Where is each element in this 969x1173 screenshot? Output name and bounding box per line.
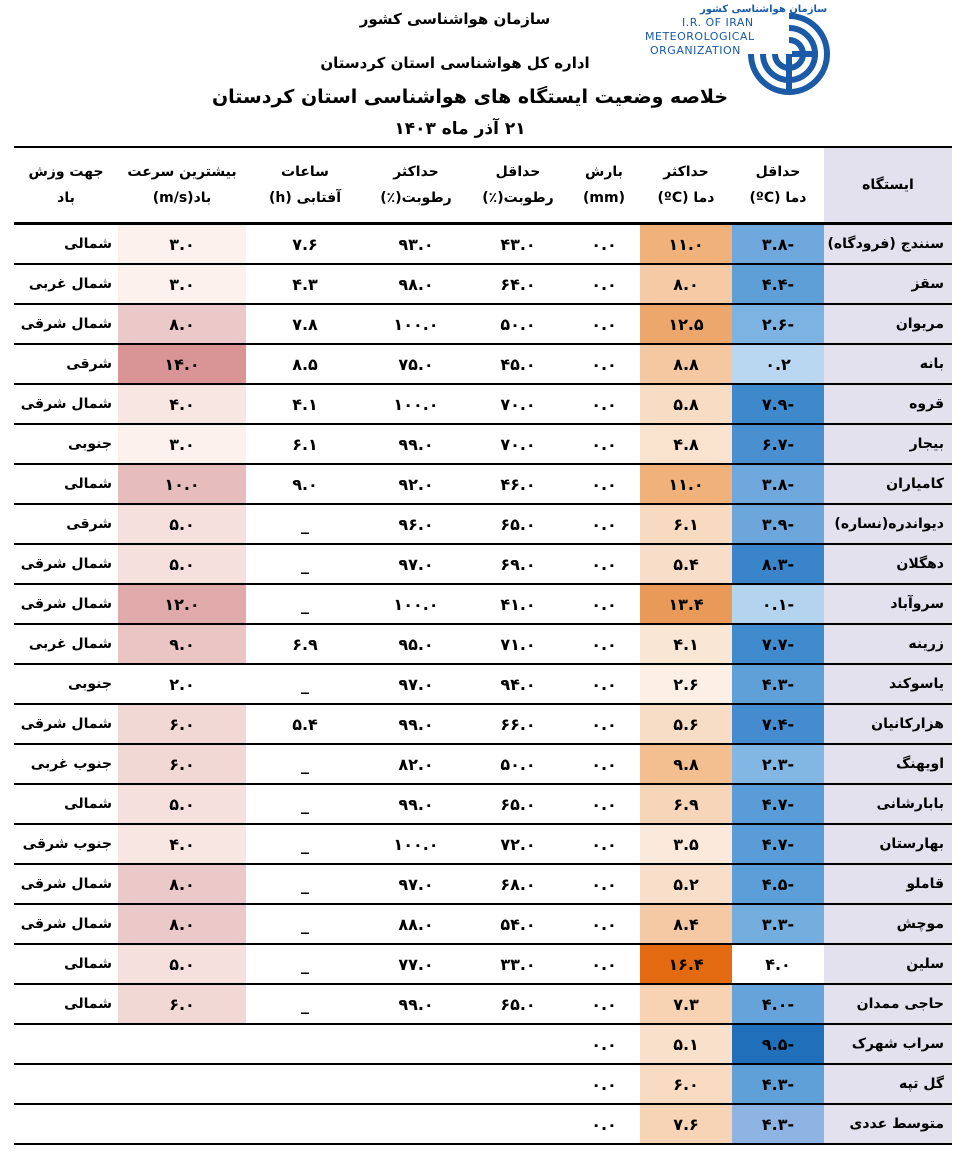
- sunshine-cell: _: [246, 744, 364, 784]
- station-cell: بابارشانی: [824, 784, 952, 824]
- table-row: [14, 1024, 952, 1064]
- sunshine-cell: ۸.۵: [246, 344, 364, 384]
- precip-cell: ۰.۰: [568, 264, 640, 304]
- tmax-cell: ۱۱.۰: [640, 464, 732, 504]
- precip-cell: ۰.۰: [568, 1024, 640, 1064]
- sunshine-cell: [246, 1024, 364, 1064]
- page-title: خلاصه وضعیت ایستگاه های هواشناسی استان کردستان: [211, 86, 729, 108]
- header-wind-speed: بیشترین سرعت باد(m/s): [118, 147, 246, 224]
- wind-direction-cell: [14, 1104, 118, 1144]
- sunshine-cell: _: [246, 584, 364, 624]
- sunshine-cell: _: [246, 784, 364, 824]
- meteorological-organization-logo: [642, 2, 852, 120]
- sunshine-cell: ۴.۳: [246, 264, 364, 304]
- station-cell: سقز: [824, 264, 952, 304]
- station-cell: گل تپه: [824, 1064, 952, 1104]
- wind-speed-cell: [118, 1064, 246, 1104]
- wind-speed-cell: ۲.۰: [118, 664, 246, 704]
- rhmax-cell: ۹۹.۰: [364, 784, 468, 824]
- wind-speed-cell: ۳.۰: [118, 424, 246, 464]
- wind-direction-cell: شمالی: [14, 944, 118, 984]
- tmax-cell: ۵.۱: [640, 1024, 732, 1064]
- tmin-cell: -۴.۷: [732, 784, 824, 824]
- precip-cell: ۰.۰: [568, 544, 640, 584]
- rhmax-cell: ۹۷.۰: [364, 544, 468, 584]
- station-cell: سروآباد: [824, 584, 952, 624]
- tmin-cell: -۳.۹: [732, 504, 824, 544]
- tmin-cell: -۲.۳: [732, 744, 824, 784]
- tmin-cell: -۷.۷: [732, 624, 824, 664]
- wind-speed-cell: ۵.۰: [118, 784, 246, 824]
- tmax-cell: ۱۲.۵: [640, 304, 732, 344]
- rhmax-cell: ۸۲.۰: [364, 744, 468, 784]
- table-row: [14, 224, 952, 265]
- wind-direction-cell: شمال شرقی: [14, 544, 118, 584]
- wind-direction-cell: شمال شرقی: [14, 584, 118, 624]
- wind-direction-cell: شمال شرقی: [14, 384, 118, 424]
- station-cell: هزارکانیان: [824, 704, 952, 744]
- precip-cell: ۰.۰: [568, 384, 640, 424]
- wind-direction-cell: شمالی: [14, 984, 118, 1024]
- wind-direction-cell: شمال شرقی: [14, 704, 118, 744]
- rhmin-cell: ۴۳.۰: [468, 224, 568, 265]
- precip-cell: ۰.۰: [568, 584, 640, 624]
- precip-cell: ۰.۰: [568, 824, 640, 864]
- station-cell: دیواندره(نساره): [824, 504, 952, 544]
- station-cell: موچش: [824, 904, 952, 944]
- table-row: [14, 984, 952, 1024]
- rhmin-cell: ۶۵.۰: [468, 504, 568, 544]
- wind-speed-cell: ۶.۰: [118, 744, 246, 784]
- station-cell: حاجی ممدان: [824, 984, 952, 1024]
- header-station: ایستگاه: [824, 147, 952, 224]
- sunshine-cell: _: [246, 944, 364, 984]
- table-row: [14, 304, 952, 344]
- rhmin-cell: ۴۵.۰: [468, 344, 568, 384]
- tmax-cell: ۱۱.۰: [640, 224, 732, 265]
- rhmax-cell: ۱۰۰.۰: [364, 584, 468, 624]
- station-cell: دهگلان: [824, 544, 952, 584]
- tmax-cell: ۸.۰: [640, 264, 732, 304]
- precip-cell: ۰.۰: [568, 504, 640, 544]
- rhmax-cell: ۹۷.۰: [364, 664, 468, 704]
- report-date: ۲۱ آذر ماه ۱۴۰۳: [394, 119, 526, 139]
- wind-speed-cell: ۶.۰: [118, 704, 246, 744]
- rhmax-cell: ۹۳.۰: [364, 224, 468, 265]
- tmax-cell: ۱۳.۴: [640, 584, 732, 624]
- tmax-cell: ۵.۲: [640, 864, 732, 904]
- rhmax-cell: [364, 1024, 468, 1064]
- table-row: [14, 424, 952, 464]
- rhmin-cell: ۹۴.۰: [468, 664, 568, 704]
- header-wind-direction: جهت وزش باد: [14, 147, 118, 224]
- precip-cell: ۰.۰: [568, 904, 640, 944]
- precip-cell: ۰.۰: [568, 424, 640, 464]
- tmin-cell: -۴.۴: [732, 264, 824, 304]
- rhmax-cell: ۹۲.۰: [364, 464, 468, 504]
- logo-fa-text: سازمان هواشناسی کشور: [700, 4, 828, 15]
- sunshine-cell: [246, 1064, 364, 1104]
- station-cell: بهارستان: [824, 824, 952, 864]
- tmin-cell: -۳.۸: [732, 224, 824, 265]
- rhmax-cell: [364, 1104, 468, 1144]
- table-row: [14, 264, 952, 304]
- sunshine-cell: ۶.۹: [246, 624, 364, 664]
- wind-direction-cell: شمالی: [14, 464, 118, 504]
- rhmin-cell: ۵۰.۰: [468, 304, 568, 344]
- wind-speed-cell: ۹.۰: [118, 624, 246, 664]
- tmin-cell: -۴.۵: [732, 864, 824, 904]
- precip-cell: ۰.۰: [568, 1104, 640, 1144]
- sunshine-cell: ۹.۰: [246, 464, 364, 504]
- header-tmax: حداکثر دما (ºC): [640, 147, 732, 224]
- precip-cell: ۰.۰: [568, 864, 640, 904]
- rhmin-cell: [468, 1104, 568, 1144]
- sunshine-cell: [246, 1104, 364, 1144]
- sunshine-cell: _: [246, 544, 364, 584]
- tmax-cell: ۶.۰: [640, 1064, 732, 1104]
- rhmin-cell: ۶۴.۰: [468, 264, 568, 304]
- tmax-cell: ۷.۶: [640, 1104, 732, 1144]
- tmin-cell: -۴.۳: [732, 664, 824, 704]
- rhmin-cell: [468, 1064, 568, 1104]
- rhmin-cell: ۵۴.۰: [468, 904, 568, 944]
- wind-direction-cell: شمال شرقی: [14, 864, 118, 904]
- tmax-cell: ۴.۸: [640, 424, 732, 464]
- wind-speed-cell: ۵.۰: [118, 944, 246, 984]
- tmin-cell: -۹.۵: [732, 1024, 824, 1064]
- station-cell: کامیاران: [824, 464, 952, 504]
- table-row: [14, 864, 952, 904]
- wind-direction-cell: [14, 1064, 118, 1104]
- wind-direction-cell: جنوبی: [14, 424, 118, 464]
- sunshine-cell: ۷.۸: [246, 304, 364, 344]
- wind-speed-cell: ۱۰.۰: [118, 464, 246, 504]
- station-cell: سراب شهرک: [824, 1024, 952, 1064]
- precip-cell: ۰.۰: [568, 704, 640, 744]
- rhmax-cell: ۷۵.۰: [364, 344, 468, 384]
- tmin-cell: -۷.۹: [732, 384, 824, 424]
- wind-direction-cell: شمال غربی: [14, 624, 118, 664]
- logo-en-line1: I.R. OF IRAN: [682, 16, 754, 29]
- wind-speed-cell: ۵.۰: [118, 544, 246, 584]
- wind-direction-cell: جنوبی: [14, 664, 118, 704]
- rhmin-cell: ۳۳.۰: [468, 944, 568, 984]
- rhmax-cell: ۷۷.۰: [364, 944, 468, 984]
- table-row: [14, 664, 952, 704]
- tmin-cell: -۰.۱: [732, 584, 824, 624]
- station-cell: بیجار: [824, 424, 952, 464]
- sunshine-cell: _: [246, 504, 364, 544]
- sunshine-cell: _: [246, 664, 364, 704]
- tmax-cell: ۶.۱: [640, 504, 732, 544]
- precip-cell: ۰.۰: [568, 464, 640, 504]
- rhmin-cell: ۴۶.۰: [468, 464, 568, 504]
- table-row: [14, 464, 952, 504]
- table-row: [14, 384, 952, 424]
- table-row: [14, 624, 952, 664]
- sunshine-cell: ۷.۶: [246, 224, 364, 265]
- rhmin-cell: ۶۸.۰: [468, 864, 568, 904]
- precip-cell: ۰.۰: [568, 1064, 640, 1104]
- tmax-cell: ۸.۴: [640, 904, 732, 944]
- station-cell: اویهنگ: [824, 744, 952, 784]
- sunshine-cell: ۴.۱: [246, 384, 364, 424]
- rhmin-cell: ۵۰.۰: [468, 744, 568, 784]
- table-row: [14, 784, 952, 824]
- header-precip: بارش (mm): [568, 147, 640, 224]
- table-row: [14, 744, 952, 784]
- table-row: [14, 904, 952, 944]
- wind-direction-cell: شمال غربی: [14, 264, 118, 304]
- wind-speed-cell: ۴.۰: [118, 384, 246, 424]
- tmin-cell: -۴.۷: [732, 824, 824, 864]
- precip-cell: ۰.۰: [568, 344, 640, 384]
- wind-direction-cell: شرقی: [14, 344, 118, 384]
- rhmax-cell: ۱۰۰.۰: [364, 384, 468, 424]
- header-rhmin: حداقل رطوبت(٪): [468, 147, 568, 224]
- rhmin-cell: ۶۵.۰: [468, 984, 568, 1024]
- wind-speed-cell: ۱۲.۰: [118, 584, 246, 624]
- rhmin-cell: ۶۹.۰: [468, 544, 568, 584]
- precip-cell: ۰.۰: [568, 664, 640, 704]
- rhmax-cell: ۹۹.۰: [364, 704, 468, 744]
- wind-speed-cell: [118, 1104, 246, 1144]
- rhmax-cell: ۱۰۰.۰: [364, 824, 468, 864]
- precip-cell: ۰.۰: [568, 984, 640, 1024]
- tmin-cell: -۲.۶: [732, 304, 824, 344]
- rhmin-cell: ۷۰.۰: [468, 424, 568, 464]
- table-row: [14, 344, 952, 384]
- org-name: سازمان هواشناسی کشور: [359, 10, 551, 28]
- sunshine-cell: ۵.۴: [246, 704, 364, 744]
- wind-direction-cell: شمال شرقی: [14, 304, 118, 344]
- sunshine-cell: _: [246, 904, 364, 944]
- logo-en-line3: ORGANIZATION: [650, 44, 741, 57]
- rhmin-cell: ۷۱.۰: [468, 624, 568, 664]
- rhmax-cell: [364, 1064, 468, 1104]
- sunshine-cell: ۶.۱: [246, 424, 364, 464]
- tmax-cell: ۱۶.۴: [640, 944, 732, 984]
- station-cell: یاسوکند: [824, 664, 952, 704]
- tmax-cell: ۷.۳: [640, 984, 732, 1024]
- tmax-cell: ۴.۱: [640, 624, 732, 664]
- table-row: [14, 544, 952, 584]
- tmin-cell: -۶.۷: [732, 424, 824, 464]
- table-header-row: [14, 147, 952, 224]
- rhmax-cell: ۸۸.۰: [364, 904, 468, 944]
- tmin-cell: -۷.۴: [732, 704, 824, 744]
- tmax-cell: ۵.۸: [640, 384, 732, 424]
- wind-direction-cell: [14, 1024, 118, 1064]
- tmax-cell: ۶.۹: [640, 784, 732, 824]
- stations-table: [14, 146, 952, 1145]
- rhmin-cell: ۶۵.۰: [468, 784, 568, 824]
- header-tmin: حداقل دما (ºC): [732, 147, 824, 224]
- wind-speed-cell: ۵.۰: [118, 504, 246, 544]
- wind-direction-cell: شمال شرقی: [14, 904, 118, 944]
- tmax-cell: ۵.۴: [640, 544, 732, 584]
- wind-speed-cell: ۳.۰: [118, 264, 246, 304]
- wind-speed-cell: ۸.۰: [118, 904, 246, 944]
- station-cell: زرینه: [824, 624, 952, 664]
- station-cell: بانه: [824, 344, 952, 384]
- header-rhmax: حداکثر رطوبت(٪): [364, 147, 468, 224]
- tmin-cell: -۸.۳: [732, 544, 824, 584]
- tmax-cell: ۹.۸: [640, 744, 732, 784]
- station-cell: سنندج (فرودگاه): [824, 224, 952, 265]
- tmin-cell: -۴.۰: [732, 984, 824, 1024]
- tmax-cell: ۳.۵: [640, 824, 732, 864]
- tmin-cell: -۳.۸: [732, 464, 824, 504]
- rhmin-cell: ۴۱.۰: [468, 584, 568, 624]
- station-cell: مریوان: [824, 304, 952, 344]
- wind-speed-cell: ۸.۰: [118, 864, 246, 904]
- wind-speed-cell: [118, 1024, 246, 1064]
- sunshine-cell: _: [246, 864, 364, 904]
- station-cell: قروه: [824, 384, 952, 424]
- precip-cell: ۰.۰: [568, 224, 640, 265]
- wind-speed-cell: ۱۴.۰: [118, 344, 246, 384]
- table-row: [14, 824, 952, 864]
- precip-cell: ۰.۰: [568, 744, 640, 784]
- logo-en-line2: METEOROLOGICAL: [645, 30, 755, 43]
- table-row: [14, 704, 952, 744]
- precip-cell: ۰.۰: [568, 624, 640, 664]
- tmin-cell: -۴.۳: [732, 1064, 824, 1104]
- tmax-cell: ۲.۶: [640, 664, 732, 704]
- rhmax-cell: ۹۹.۰: [364, 984, 468, 1024]
- wind-speed-cell: ۸.۰: [118, 304, 246, 344]
- rhmin-cell: [468, 1024, 568, 1064]
- tmin-cell: ۰.۲: [732, 344, 824, 384]
- sunshine-cell: _: [246, 984, 364, 1024]
- table-row: [14, 944, 952, 984]
- sunshine-cell: _: [246, 824, 364, 864]
- tmin-cell: ۴.۰: [732, 944, 824, 984]
- rhmax-cell: ۹۸.۰: [364, 264, 468, 304]
- wind-direction-cell: جنوب شرقی: [14, 824, 118, 864]
- precip-cell: ۰.۰: [568, 784, 640, 824]
- wind-direction-cell: شرقی: [14, 504, 118, 544]
- rhmin-cell: ۶۶.۰: [468, 704, 568, 744]
- tmin-cell: -۴.۳: [732, 1104, 824, 1144]
- rhmin-cell: ۷۲.۰: [468, 824, 568, 864]
- wind-direction-cell: جنوب غربی: [14, 744, 118, 784]
- station-cell: سلین: [824, 944, 952, 984]
- tmax-cell: ۸.۸: [640, 344, 732, 384]
- rhmax-cell: ۱۰۰.۰: [364, 304, 468, 344]
- tmax-cell: ۵.۶: [640, 704, 732, 744]
- wind-speed-cell: ۶.۰: [118, 984, 246, 1024]
- table-row: [14, 1064, 952, 1104]
- table-row: [14, 504, 952, 544]
- wind-direction-cell: شمالی: [14, 784, 118, 824]
- office-name: اداره کل هواشناسی استان کردستان: [320, 54, 590, 72]
- precip-cell: ۰.۰: [568, 944, 640, 984]
- table-row: [14, 584, 952, 624]
- logo-swirl-icon: [734, 8, 844, 98]
- station-cell: قاملو: [824, 864, 952, 904]
- rhmax-cell: ۹۶.۰: [364, 504, 468, 544]
- station-cell: متوسط عددی: [824, 1104, 952, 1144]
- wind-speed-cell: ۴.۰: [118, 824, 246, 864]
- rhmax-cell: ۹۹.۰: [364, 424, 468, 464]
- wind-direction-cell: شمالی: [14, 224, 118, 265]
- rhmax-cell: ۹۵.۰: [364, 624, 468, 664]
- rhmax-cell: ۹۷.۰: [364, 864, 468, 904]
- header-sunshine: ساعات آفتابی (h): [246, 147, 364, 224]
- rhmin-cell: ۷۰.۰: [468, 384, 568, 424]
- wind-speed-cell: ۳.۰: [118, 224, 246, 265]
- precip-cell: ۰.۰: [568, 304, 640, 344]
- table-row: [14, 1104, 952, 1144]
- tmin-cell: -۳.۳: [732, 904, 824, 944]
